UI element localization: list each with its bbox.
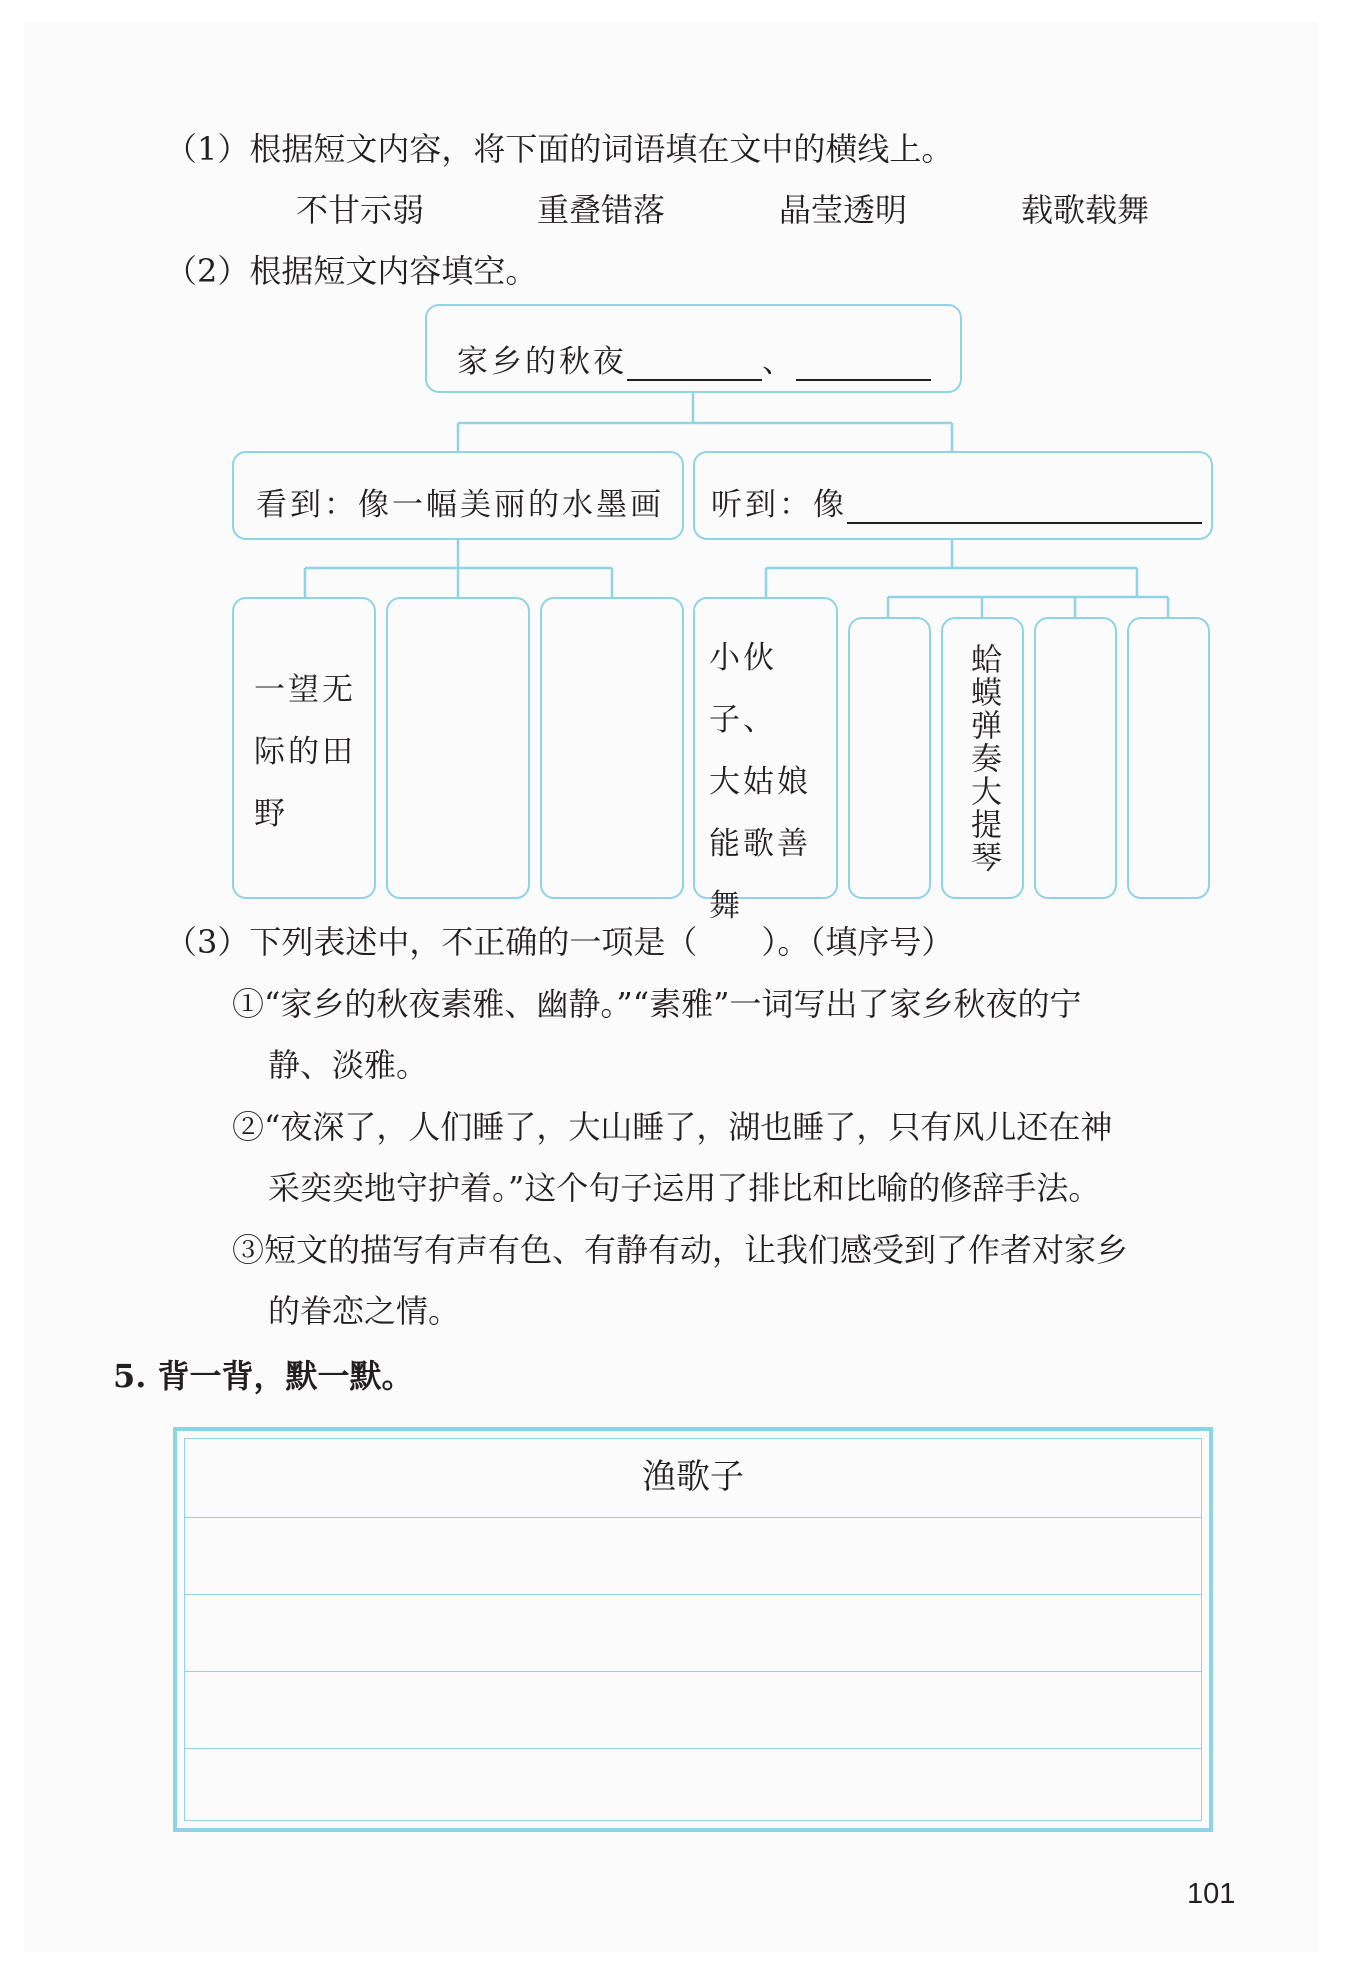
diagram-top-box: [425, 304, 962, 393]
seen-box-label: 看到：像一幅美丽的水墨画: [256, 487, 664, 523]
poem-writing-line-1[interactable]: [185, 1517, 1201, 1595]
poem-writing-line-2[interactable]: [185, 1594, 1201, 1672]
heard-box-label: 听到：像: [711, 487, 847, 523]
word-option-1: 不甘示弱: [296, 191, 425, 229]
seen-cell-1-line-1: 一望无: [254, 672, 356, 708]
seen-cell-2-answer[interactable]: [386, 597, 530, 899]
top-box-separator: 、: [762, 344, 796, 380]
diagram-seen-box: [232, 451, 684, 540]
answer-blank-2[interactable]: [796, 349, 931, 381]
poem-writing-grid: [184, 1438, 1202, 1821]
top-box-label: 家乡的秋夜: [457, 344, 627, 380]
diagram-heard-box: [693, 451, 1213, 540]
heard-cell-1-line-1: 小伙子、: [709, 640, 777, 738]
poem-writing-line-4[interactable]: [185, 1748, 1201, 1819]
question-2-label: （2）根据短文内容填空。: [165, 252, 538, 290]
option-3-line-2: 的眷恋之情。: [268, 1292, 461, 1330]
heard-cell-4-answer[interactable]: [1034, 617, 1117, 899]
poem-writing-line-3[interactable]: [185, 1671, 1201, 1749]
option-2-line-1: ②“夜深了，人们睡了，大山睡了，湖也睡了，只有风儿还在神: [232, 1108, 1113, 1146]
seen-cell-1-line-3: 野: [254, 796, 288, 832]
heard-cell-3: [941, 617, 1024, 899]
option-3-line-1: ③短文的描写有声有色、有静有动，让我们感受到了作者对家乡: [232, 1231, 1129, 1269]
word-option-3: 晶莹透明: [779, 191, 908, 229]
poem-title: 渔歌子: [642, 1457, 744, 1497]
seen-cell-3-answer[interactable]: [540, 597, 684, 899]
option-2-line-2: 采奕奕地守护着。”这个句子运用了排比和比喻的修辞手法。: [268, 1169, 1101, 1207]
heard-cell-1-line-2: 大姑娘: [709, 764, 811, 800]
seen-cell-1-line-2: 际的田: [254, 734, 356, 770]
heard-cell-5-answer[interactable]: [1127, 617, 1210, 899]
heard-cell-1-line-4: 舞: [709, 888, 743, 924]
heard-cell-1-line-3: 能歌善: [709, 826, 811, 862]
heard-cell-3-text: 蛤蟆弹奏大提琴: [965, 643, 1001, 874]
question-1-label: （1）根据短文内容，将下面的词语填在文中的横线上。: [165, 130, 954, 168]
answer-blank-3[interactable]: [847, 492, 1202, 524]
word-option-2: 重叠错落: [537, 191, 666, 229]
seen-cell-1: [232, 597, 376, 899]
question-3-label: （3）下列表述中，不正确的一项是（ ）。（填序号）: [165, 923, 954, 961]
heard-cell-1: [693, 597, 838, 924]
option-1-line-1: ①“家乡的秋夜素雅、幽静。”“素雅”一词写出了家乡秋夜的宁: [232, 985, 1082, 1023]
answer-blank-1[interactable]: [627, 349, 762, 381]
page-number: 101: [1187, 1878, 1236, 1910]
word-option-4: 载歌载舞: [1021, 191, 1150, 229]
question-5-heading: 5. 背一背，默一默。: [113, 1357, 414, 1395]
poem-writing-box: [173, 1427, 1213, 1832]
heard-cell-2-answer[interactable]: [848, 617, 931, 899]
option-1-line-2: 静、淡雅。: [268, 1046, 429, 1084]
